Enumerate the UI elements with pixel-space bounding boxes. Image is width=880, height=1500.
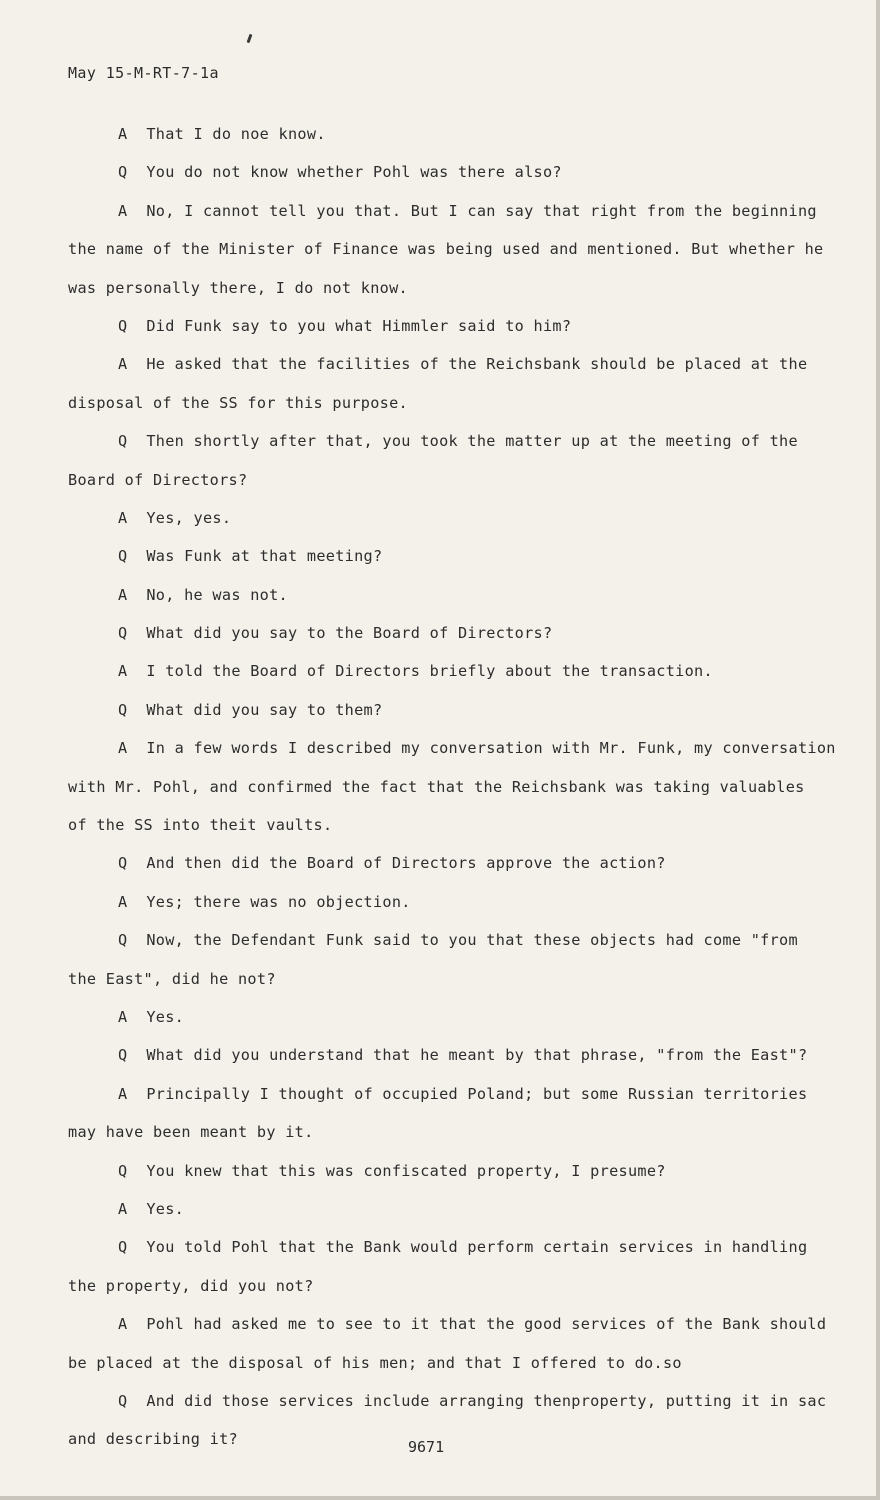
page-header: May 15-M-RT-7-1a <box>68 64 219 82</box>
page-number: 9671 <box>408 1438 445 1456</box>
transcript-line: Q And then did the Board of Directors approve the action? <box>118 854 666 873</box>
transcript-line: was personally there, I do not know. <box>68 278 408 297</box>
transcript-line: Q You do not know whether Pohl was there also? <box>118 163 562 182</box>
transcript-line: Q And did those services include arranging thenproperty, putting it in sac <box>118 1391 827 1410</box>
transcript-line: of the SS into theit vaults. <box>68 816 333 835</box>
transcript-line: A I told the Board of Directors briefly about the transaction. <box>118 662 713 681</box>
transcript-line: A Principally I thought of occupied Poland; but some Russian territories <box>118 1084 808 1103</box>
transcript-line: may have been meant by it. <box>68 1123 314 1142</box>
transcript-line: the East", did he not? <box>68 969 276 988</box>
transcript-line: the property, did you not? <box>68 1276 314 1295</box>
transcript-line: and describing it? <box>68 1430 238 1449</box>
transcript-line: Q Did Funk say to you what Himmler said to him? <box>118 316 572 335</box>
transcript-body <box>68 121 858 1465</box>
transcript-line: Q Was Funk at that meeting? <box>118 547 383 566</box>
transcript-line: the name of the Minister of Finance was being used and mentioned. But whether he <box>68 240 824 259</box>
transcript-line: A In a few words I described my conversation with Mr. Funk, my conversation <box>118 739 836 758</box>
pencil-mark <box>247 34 253 43</box>
transcript-line: Q What did you say to the Board of Directors? <box>118 624 553 643</box>
transcript-line: Q You knew that this was confiscated property, I presume? <box>118 1161 666 1180</box>
transcript-line: A That I do noe know. <box>118 125 326 143</box>
transcript-line: Q Then shortly after that, you took the matter up at the meeting of the <box>118 432 798 451</box>
transcript-line: Board of Directors? <box>68 470 248 489</box>
transcript-line: with Mr. Pohl, and confirmed the fact that the Reichsbank was taking valuables <box>68 777 805 796</box>
transcript-line: A Yes; there was no objection. <box>118 892 411 911</box>
transcript-line: A He asked that the facilities of the Reichsbank should be placed at the <box>118 355 808 374</box>
transcript-line: be placed at the disposal of his men; and that I offered to do.so <box>68 1353 682 1372</box>
transcript-line: Q You told Pohl that the Bank would perform certain services in handling <box>118 1238 808 1257</box>
transcript-line: Q Now, the Defendant Funk said to you that these objects had come "from <box>118 931 798 950</box>
transcript-line: disposal of the SS for this purpose. <box>68 393 408 412</box>
transcript-line: A No, he was not. <box>118 585 288 604</box>
transcript-line: Q What did you understand that he meant by that phrase, "from the East"? <box>118 1046 808 1065</box>
transcript-line: A Yes, yes. <box>118 508 232 527</box>
transcript-line: A No, I cannot tell you that. But I can say that right from the beginning <box>118 201 817 220</box>
transcript-line: A Yes. <box>118 1007 185 1026</box>
transcript-line: A Yes. <box>118 1199 185 1218</box>
transcript-line: Q What did you say to them? <box>118 700 383 719</box>
transcript-line: A Pohl had asked me to see to it that the good services of the Bank should <box>118 1315 827 1334</box>
